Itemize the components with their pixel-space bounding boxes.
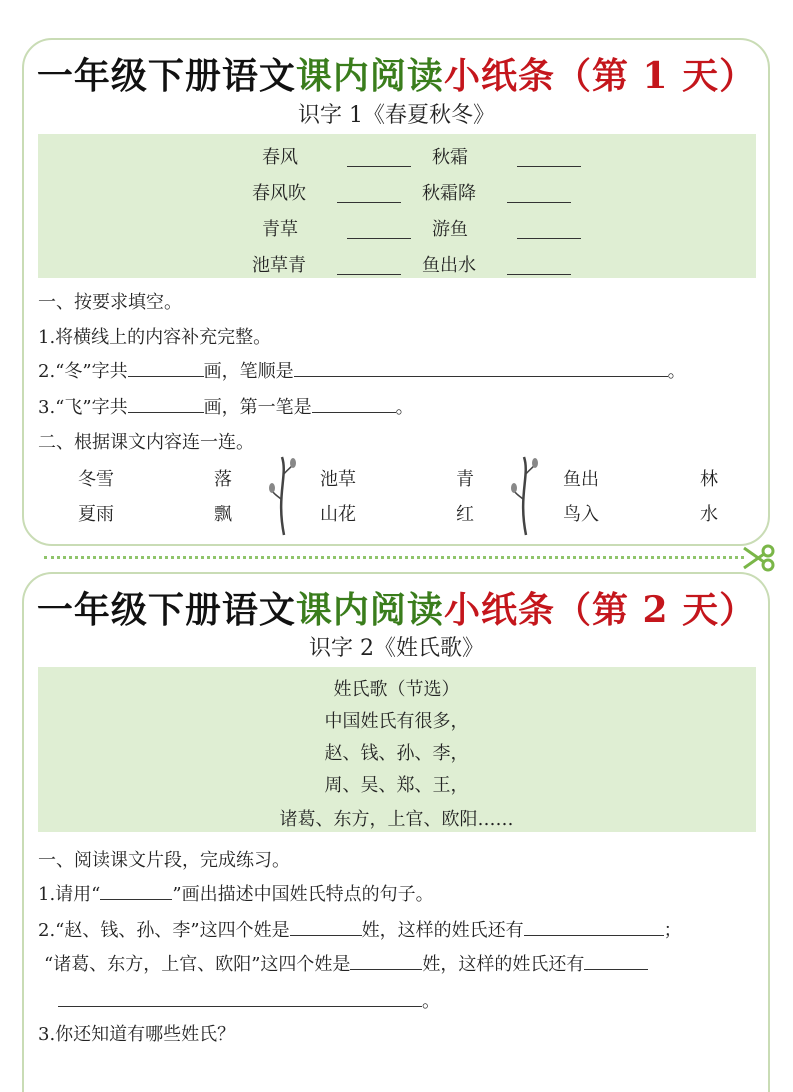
match-word[interactable]: 红 xyxy=(456,504,474,525)
title-day: （第 1 天） xyxy=(554,55,757,97)
match-word[interactable]: 冬雪 xyxy=(78,469,114,490)
question-heading: 一、按要求填空。 xyxy=(38,292,182,313)
question-2 xyxy=(38,916,682,942)
title-mid: 课内阅读 xyxy=(295,55,444,97)
day1-subtitle: 识字 1《春夏秋冬》 xyxy=(298,103,495,128)
question-text: 画，笔顺是 xyxy=(203,361,294,382)
question-2-end xyxy=(58,987,440,1013)
question-2-cont xyxy=(44,950,648,976)
question-1: 1.将横线上的内容补充完整。 xyxy=(38,327,272,348)
match-word[interactable]: 山花 xyxy=(320,504,356,525)
word-left: 池草青 xyxy=(252,255,306,276)
question-text: “诸葛、东方，上官、欧阳”这四个姓是 xyxy=(44,954,351,975)
word-blank[interactable] xyxy=(337,256,401,279)
title-suffix: 小纸条 xyxy=(443,55,555,97)
question-text: 2.“冬”字共 xyxy=(38,361,128,382)
question-2 xyxy=(38,357,686,383)
answer-blank[interactable] xyxy=(350,951,422,970)
scissors-icon xyxy=(742,544,776,572)
branch-icon xyxy=(510,455,540,537)
word-blank[interactable] xyxy=(507,256,571,279)
word-right: 秋霜 xyxy=(432,147,468,168)
poem-line: 周、吴、郑、王， xyxy=(324,775,469,796)
poem-line: 赵、钱、孙、李， xyxy=(324,743,469,764)
answer-blank[interactable] xyxy=(294,358,668,377)
word-blank[interactable] xyxy=(517,220,581,243)
answer-blank[interactable] xyxy=(312,394,396,413)
day2-title xyxy=(0,582,793,633)
question-text: 3.“飞”字共 xyxy=(38,397,128,418)
match-word[interactable]: 水 xyxy=(700,504,718,525)
question-text: ； xyxy=(663,920,682,941)
match-word[interactable]: 夏雨 xyxy=(78,504,114,525)
word-right: 鱼出水 xyxy=(422,255,476,276)
question-heading: 一、阅读课文片段，完成练习。 xyxy=(38,850,290,871)
word-blank[interactable] xyxy=(337,184,401,207)
word-right: 游鱼 xyxy=(432,219,468,240)
title-prefix: 一年级下册语文 xyxy=(36,55,296,97)
match-word[interactable]: 池草 xyxy=(320,469,356,490)
answer-blank[interactable] xyxy=(128,394,204,413)
word-left: 春风吹 xyxy=(252,183,306,204)
answer-blank[interactable] xyxy=(290,917,362,936)
title-day: （第 2 天） xyxy=(554,589,757,631)
question-3: 3.你还知道有哪些姓氏？ xyxy=(38,1024,236,1045)
word-right: 秋霜降 xyxy=(422,183,476,204)
title-mid: 课内阅读 xyxy=(295,589,444,631)
branch-icon xyxy=(268,455,298,537)
match-word[interactable]: 飘 xyxy=(214,504,232,525)
answer-blank[interactable] xyxy=(584,951,648,970)
cut-line xyxy=(44,556,744,559)
question-text: 姓，这样的姓氏还有 xyxy=(422,954,585,975)
word-left: 青草 xyxy=(262,219,298,240)
match-word[interactable]: 林 xyxy=(700,469,718,490)
answer-blank[interactable] xyxy=(58,988,422,1007)
word-blank[interactable] xyxy=(507,184,571,207)
poem-line: 中国姓氏有很多， xyxy=(324,711,469,732)
question-text: 姓，这样的姓氏还有 xyxy=(361,920,524,941)
question-text: 。 xyxy=(395,397,414,418)
question-text: 画，第一笔是 xyxy=(203,397,312,418)
word-blank[interactable] xyxy=(347,220,411,243)
question-text: 1.请用“ xyxy=(38,884,101,905)
poem-title: 姓氏歌（节选） xyxy=(333,679,460,700)
question-1 xyxy=(38,880,434,906)
match-word[interactable]: 鸟入 xyxy=(563,504,599,525)
question-text: ”画出描述中国姓氏特点的句子。 xyxy=(172,884,434,905)
poem-line: 诸葛、东方，上官、欧阳…… xyxy=(279,809,514,830)
word-blank[interactable] xyxy=(347,148,411,171)
answer-blank[interactable] xyxy=(524,917,664,936)
title-prefix: 一年级下册语文 xyxy=(36,589,296,631)
day2-subtitle: 识字 2《姓氏歌》 xyxy=(309,636,484,661)
match-word[interactable]: 落 xyxy=(214,469,232,490)
match-word[interactable]: 鱼出 xyxy=(563,469,599,490)
question-text: 。 xyxy=(667,361,686,382)
answer-blank[interactable] xyxy=(128,358,204,377)
question-text: 2.“赵、钱、孙、李”这四个姓是 xyxy=(38,920,290,941)
match-word[interactable]: 青 xyxy=(456,469,474,490)
day1-title xyxy=(0,48,793,99)
question-heading: 二、根据课文内容连一连。 xyxy=(38,432,254,453)
question-text: 。 xyxy=(422,991,440,1012)
answer-blank[interactable] xyxy=(100,881,172,900)
word-blank[interactable] xyxy=(517,148,581,171)
question-3 xyxy=(38,393,414,419)
word-left: 春风 xyxy=(262,147,298,168)
title-suffix: 小纸条 xyxy=(443,589,555,631)
